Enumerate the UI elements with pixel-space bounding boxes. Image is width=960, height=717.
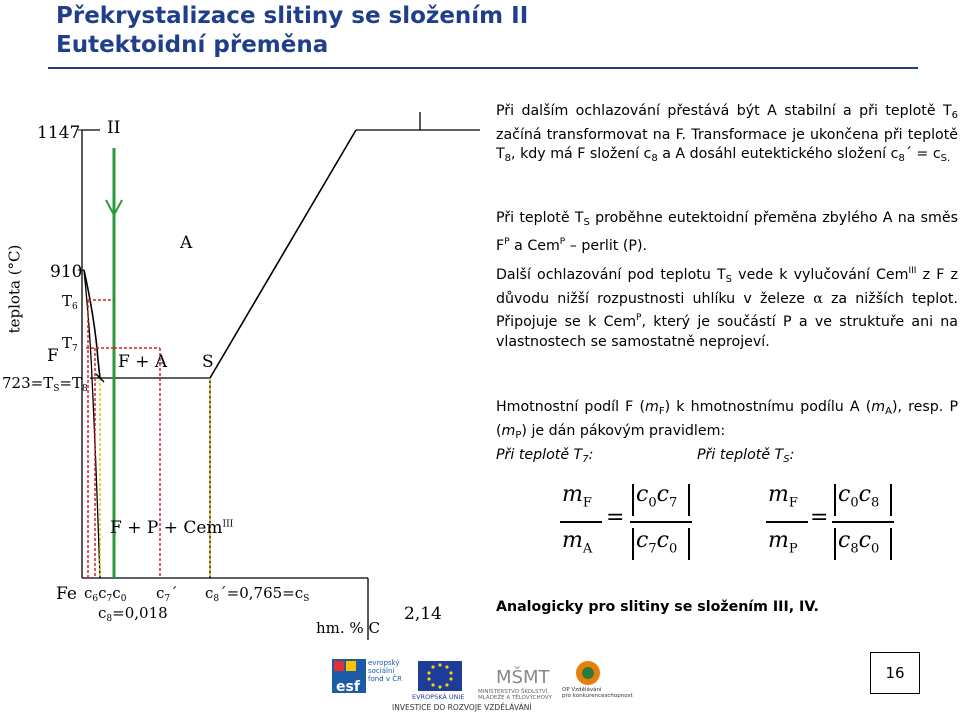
msmt-line-2: MLÁDEŽE A TĚLOVÝCHOVY <box>478 695 552 701</box>
paragraph-3: Další ochlazování pod teplotu $T_S$ vede k vylučování Cem$^{III}$ z F z důvodu nižší rozpustnosti uhlíku v železe α za nižších teplot. Připojuje se k Cem$^P$, který je součástí P a ve struktuře ani na vlastnostech se samostatně neprojeví. <box>496 266 959 350</box>
phase-diagram <box>0 0 480 640</box>
x-214: 2,14 <box>404 604 442 624</box>
final-note: Analogicky pro slitiny se složením III, IV. <box>496 599 819 615</box>
acm-line <box>210 130 356 378</box>
region-a: A <box>180 233 193 253</box>
label-723: $723=T_S=T_8$ <box>2 374 88 394</box>
temp-t7-caption: Při teplotě $T_7$: <box>496 447 594 465</box>
title-line-2: Eutektoidní přeměna <box>56 32 329 58</box>
f2-den-right: $c_8c_0$ <box>838 528 880 557</box>
f2-num-left: $m_F$ <box>768 482 798 511</box>
paragraph-1: Při dalším ochlazování přestává být A stabilní a při teplotě $T_6$ začíná transformovat na F. Transformace je ukončena při teplotě $T_8$, kdy má F složení $c_8$ a A dosáhl eutektického složení $c_8´ = c_{S.}$ <box>496 103 958 164</box>
page-number: 16 <box>870 652 920 694</box>
x-c8: $c_8=0,018$ <box>98 604 168 624</box>
svg-text:esf: esf <box>336 679 360 695</box>
eu-funding-logos <box>326 655 636 713</box>
paragraph-2: Při teplotě $T_S$ proběhne eutektoidní přeměna zbylého A na směs $F^P$ a Cem$^P$ – perlit (P). <box>496 210 958 254</box>
alloy-label: II <box>107 118 121 138</box>
paragraph-4: Hmotnostní podíl F $(m_F)$ k hmotnostnímu podílu A $(m_A)$, resp. P $(m_P)$ je dán pákovým pravidlem: <box>496 399 959 441</box>
y-axis-label: teplota (°C) <box>5 244 24 334</box>
msmt-logo-icon: MŠMT <box>496 667 550 688</box>
f1-den-left: $m_A$ <box>562 528 593 557</box>
label-t6: $T_6$ <box>62 292 78 312</box>
esf-line-2: sociální <box>368 667 395 675</box>
x-c7prime: $c_7´$ <box>156 584 178 604</box>
temp-910: 910 <box>50 262 83 282</box>
esf-line-3: fond v ČR <box>368 675 402 683</box>
region-fa: F + A <box>118 352 168 372</box>
op-line-1: OP Vzdělávání <box>562 687 602 693</box>
label-t7: $T_7$ <box>62 334 78 354</box>
region-fpcem: F + P + Cem$^{III}$ <box>110 518 234 538</box>
invest-label: INVESTICE DO ROZVOJE VZDĚLÁVÁNÍ <box>392 703 532 712</box>
x-c6-c7-c0: $c_6c_7c_0$ <box>84 584 127 604</box>
f1-num-right: $c_0c_7$ <box>636 482 678 511</box>
f2-den-left: $m_P$ <box>768 528 798 557</box>
op-line-2: pro konkurenceschopnost <box>562 693 633 699</box>
f2-num-right: $c_0c_8$ <box>838 482 880 511</box>
x-c8prime: $c_8´=0,765=c_S$ <box>205 584 310 604</box>
a3-line <box>84 270 100 378</box>
title-line-1: Překrystalizace slitiny se složením II <box>56 3 529 29</box>
temp-ts-caption: Při teplotě $T_S$: <box>697 447 795 465</box>
esf-line-1: evropský <box>368 659 400 667</box>
point-s: S <box>202 352 214 372</box>
eu-label: EVROPSKÁ UNIE <box>412 693 465 701</box>
x-axis-label: hm. % C <box>316 619 380 637</box>
f2-equals: = <box>810 505 829 530</box>
f1-equals: = <box>606 505 625 530</box>
temp-1147: 1147 <box>37 123 81 143</box>
msmt-line-1: MINISTERSTVO ŠKOLSTVÍ, <box>478 689 550 695</box>
f1-num-left: $m_F$ <box>562 482 592 511</box>
x-fe: Fe <box>56 584 77 604</box>
label-f: F <box>47 346 59 366</box>
f1-den-right: $c_7c_0$ <box>636 528 678 557</box>
